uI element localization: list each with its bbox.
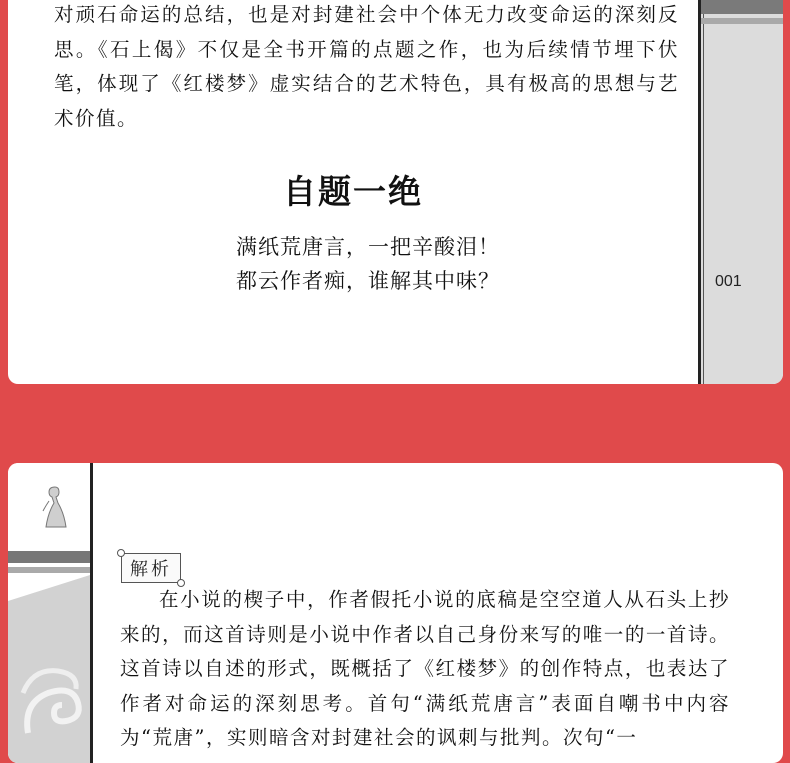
page-margin-right xyxy=(698,0,783,384)
poem-title: 自题一绝 xyxy=(283,172,423,211)
margin-band-dark xyxy=(8,551,90,563)
margin-band-light xyxy=(8,567,90,573)
poem-line-2: 都云作者痴，谁解其中味？ xyxy=(236,269,500,293)
margin-stripe-dark xyxy=(701,0,783,14)
page-number: 001 xyxy=(715,273,742,290)
margin-stripe-light xyxy=(701,18,783,24)
analysis-paragraph: 在小说的楔子中，作者假托小说的底稿是空空道人从石头上抄来的，而这首诗则是小说中作者以自己身份来写的唯一的一首诗。这首诗以自述的形式，既概括了《红楼梦》的创作特点，也表达了作者对命运的深刻思考。首句“满纸荒唐言”表面自嘲书中内容为“荒唐”，实则暗含对封建社会的讽刺与批判。次句“一 xyxy=(120,588,730,749)
book-page-bottom xyxy=(8,463,783,763)
poem-line-1: 满纸荒唐言，一把辛酸泪！ xyxy=(236,235,500,259)
lady-figure-icon xyxy=(40,485,70,529)
book-page-top xyxy=(8,0,783,384)
margin-triangle xyxy=(8,575,90,601)
page-margin-left xyxy=(8,463,93,763)
cloud-swirl-icon xyxy=(18,633,88,753)
prose-paragraph: 对顽石命运的总结，也是对封建社会中个体无力改变命运的深刻反思。《石上偈》不仅是全书开篇的点题之作，也为后续情节埋下伏笔，体现了《红楼梦》虚实结合的艺术特色，具有极高的思想与艺术价值。 xyxy=(54,3,679,130)
section-label: 解析 xyxy=(121,553,181,583)
